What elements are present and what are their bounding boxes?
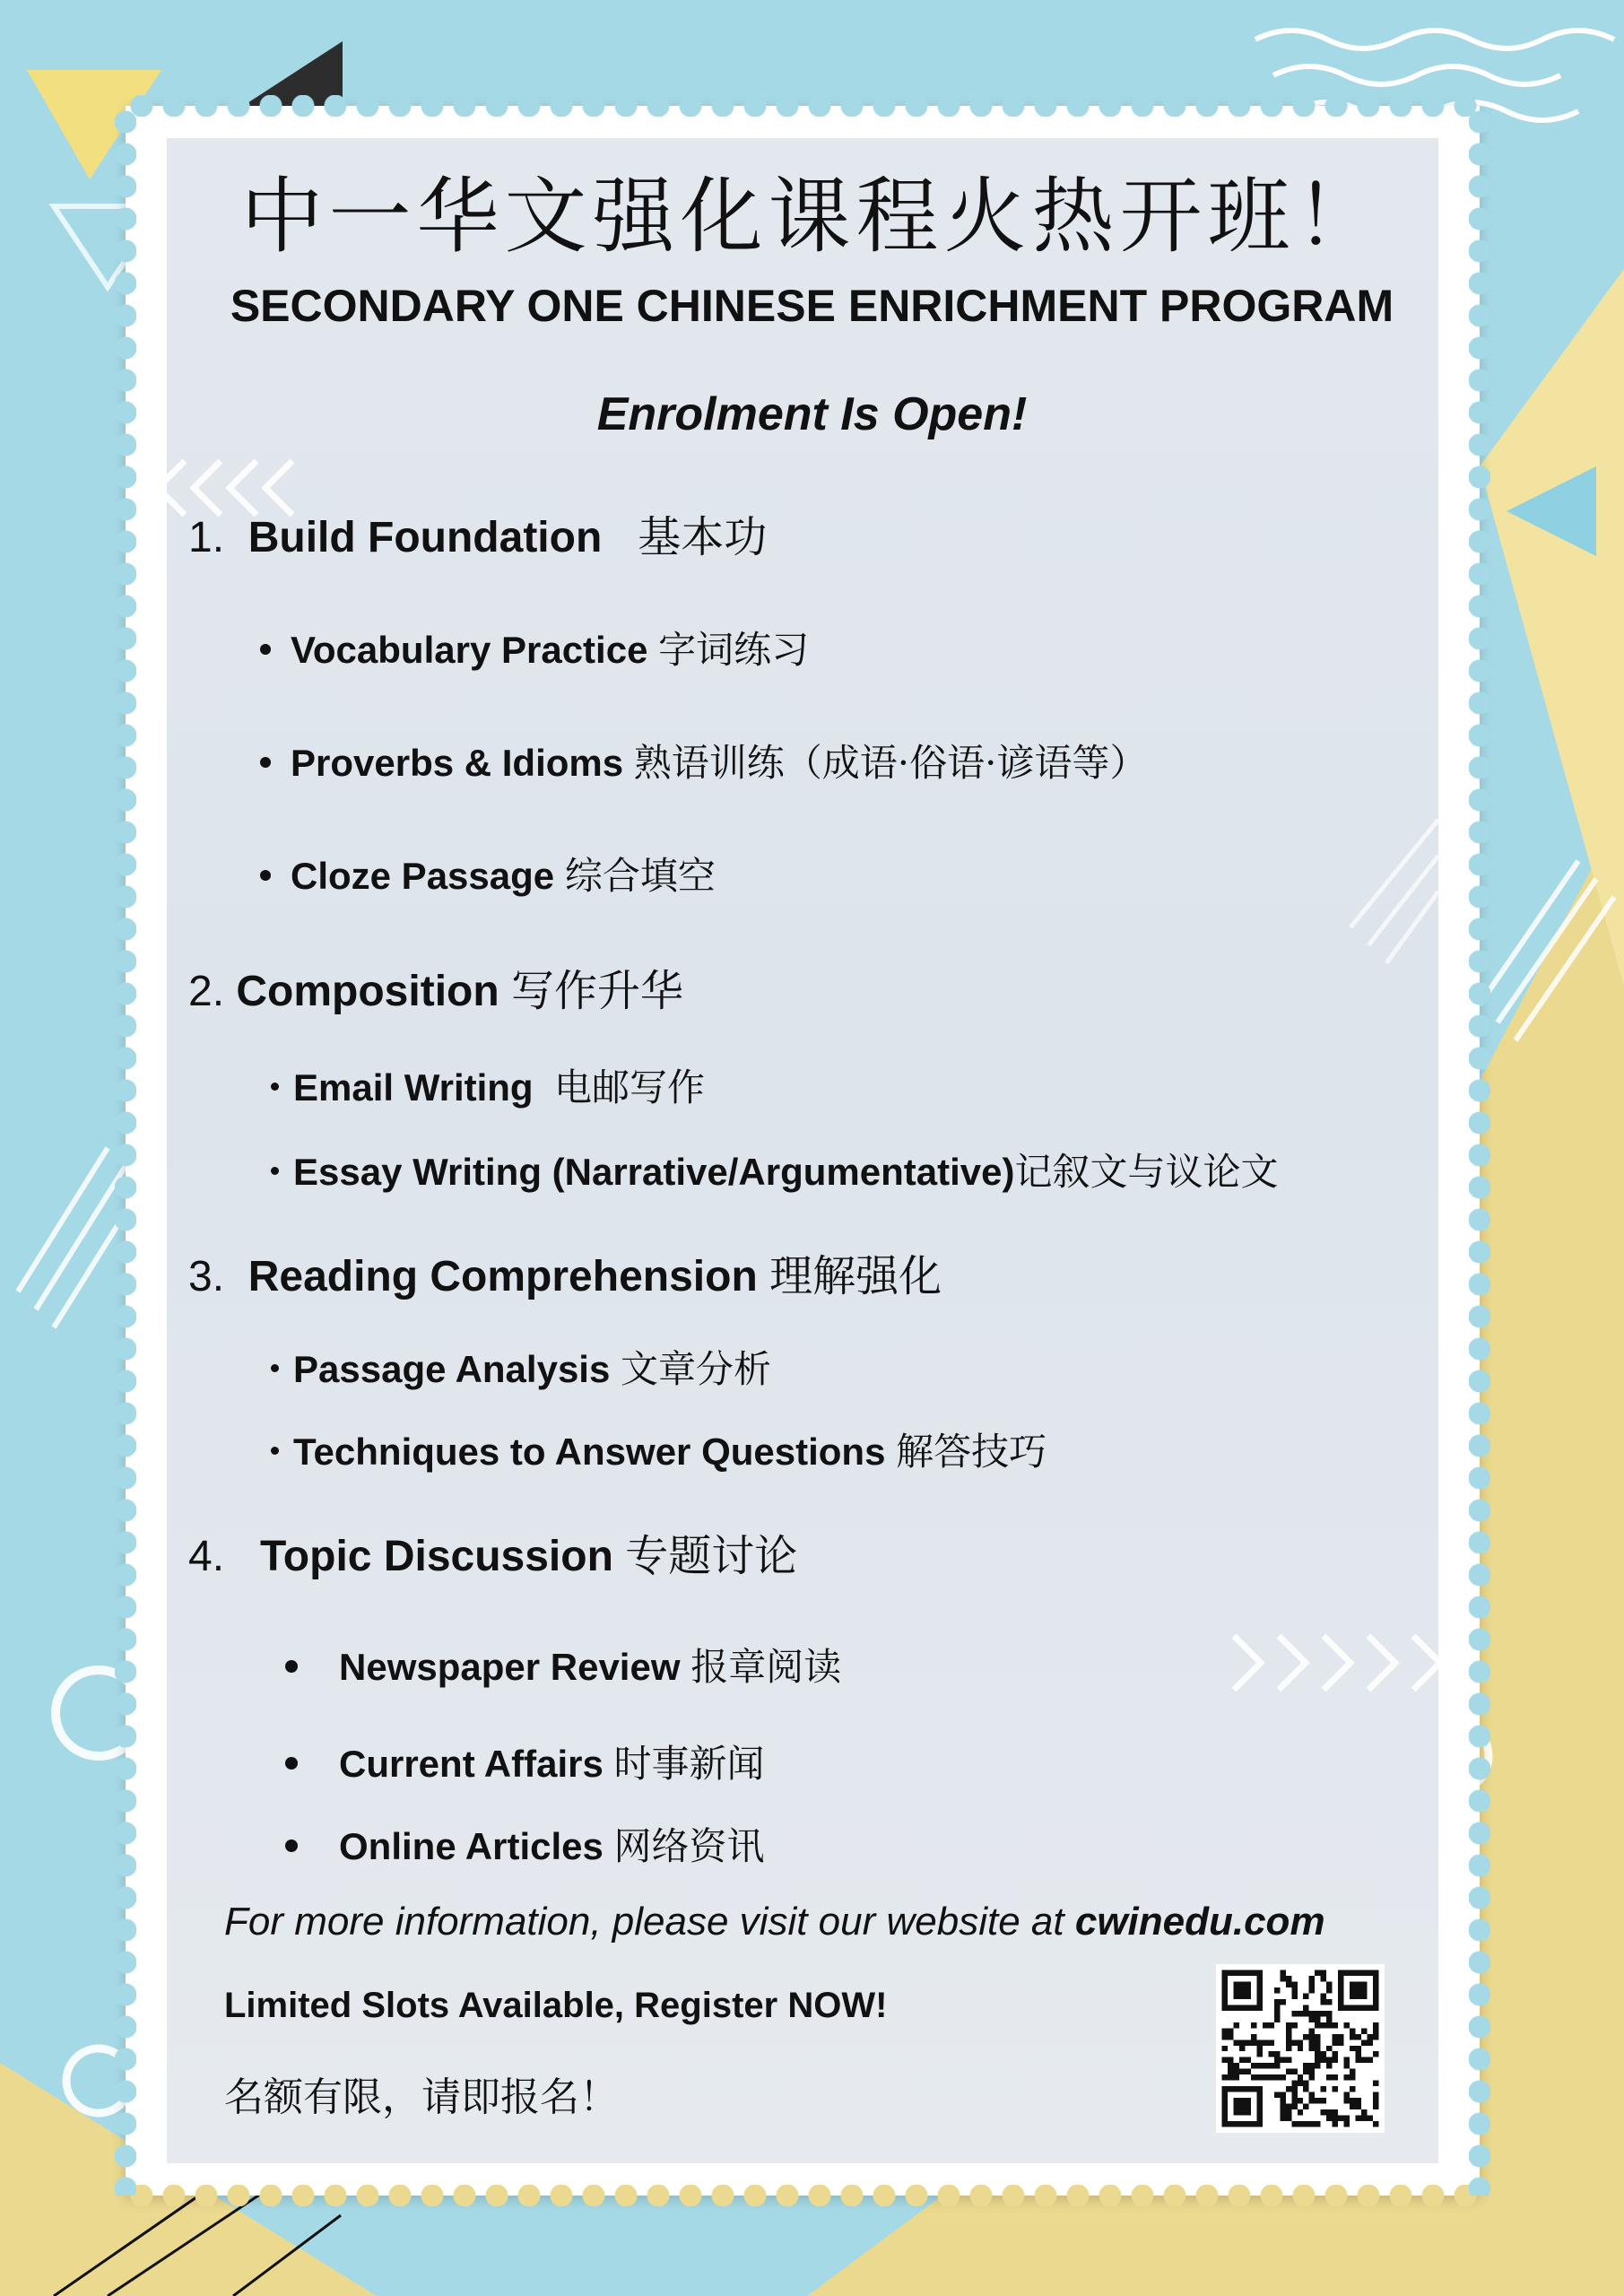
list-item — [260, 621, 809, 674]
section-number: 2. — [188, 968, 225, 1015]
item-en: Online Articles — [339, 1825, 604, 1867]
item-en: Techniques to Answer Questions — [293, 1431, 886, 1473]
limited-slots-en: Limited Slots Available, Register NOW! — [224, 1986, 888, 2025]
stamp-perforation-bottom — [126, 2185, 1480, 2206]
section-title-zh: 专题讨论 — [625, 1531, 798, 1581]
website-info-text: For more information, please visit our website at — [224, 1900, 1075, 1944]
list-item — [285, 1817, 765, 1871]
item-en: Newspaper Review — [339, 1646, 681, 1688]
bullet-icon — [260, 870, 271, 881]
item-zh: 字词练习 — [658, 628, 810, 672]
website-info — [224, 1900, 1325, 1944]
title-chinese: 中一华文强化课程火热开班！ — [240, 169, 1384, 265]
stamp-perforation-top — [126, 95, 1480, 117]
item-en: Current Affairs — [339, 1743, 604, 1785]
website-link[interactable]: cwinedu.com — [1074, 1900, 1325, 1944]
list-item — [285, 1735, 765, 1788]
item-en: Proverbs & Idioms — [291, 742, 624, 784]
section-title-en: Composition — [236, 968, 499, 1015]
item-en: Passage Analysis — [293, 1348, 611, 1390]
item-en: Cloze Passage — [291, 855, 555, 897]
item-zh: 网络资讯 — [613, 1824, 765, 1868]
section-1-heading — [188, 502, 767, 564]
item-zh: 报章阅读 — [690, 1645, 842, 1689]
section-number: 3. — [188, 1253, 225, 1300]
section-title-zh: 写作升华 — [511, 966, 684, 1016]
list-item — [271, 1340, 771, 1394]
bullet-icon — [271, 1364, 279, 1372]
list-item — [271, 1143, 1278, 1196]
item-en: Email Writing — [293, 1066, 534, 1109]
bullet-icon — [271, 1083, 279, 1091]
section-title-en: Topic Discussion — [260, 1533, 613, 1580]
section-title-zh: 理解强化 — [769, 1251, 942, 1301]
section-4-heading — [188, 1521, 797, 1583]
title-english: SECONDARY ONE CHINESE ENRICHMENT PROGRAM — [230, 281, 1394, 331]
item-zh: 电邮写作 — [553, 1065, 705, 1109]
list-item — [260, 734, 1147, 787]
section-number: 4. — [188, 1533, 225, 1580]
list-item — [285, 1638, 841, 1692]
list-item — [271, 1422, 1046, 1476]
item-en: Essay Writing (Narrative/Argumentative) — [293, 1151, 1015, 1193]
item-zh: 记叙文与议论文 — [1014, 1150, 1279, 1194]
item-zh: 时事新闻 — [613, 1742, 765, 1786]
bullet-icon — [260, 644, 271, 655]
section-title-en: Reading Comprehension — [248, 1253, 758, 1300]
section-title-en: Build Foundation — [248, 514, 603, 561]
item-zh: 综合填空 — [564, 854, 716, 898]
limited-slots-zh: 名额有限，请即报名！ — [224, 2074, 619, 2120]
section-number: 1. — [188, 514, 225, 561]
bullet-icon — [271, 1447, 279, 1455]
list-item — [260, 847, 716, 900]
bullet-icon — [260, 757, 271, 768]
bullet-icon — [285, 1660, 298, 1673]
bullet-icon — [271, 1167, 279, 1175]
list-item — [271, 1058, 705, 1112]
section-title-zh: 基本功 — [638, 512, 768, 562]
item-zh: 熟语训练（成语·俗语·谚语等） — [633, 741, 1148, 785]
enrolment-open-text: Enrolment Is Open! — [596, 388, 1028, 440]
bullet-icon — [285, 1757, 298, 1770]
bullet-icon — [285, 1839, 298, 1852]
item-en: Vocabulary Practice — [291, 629, 648, 671]
qr-code-icon[interactable] — [1216, 1964, 1385, 2133]
section-3-heading — [188, 1241, 942, 1303]
item-zh: 解答技巧 — [896, 1430, 1047, 1474]
item-zh: 文章分析 — [621, 1347, 772, 1391]
section-2-heading — [188, 956, 683, 1018]
